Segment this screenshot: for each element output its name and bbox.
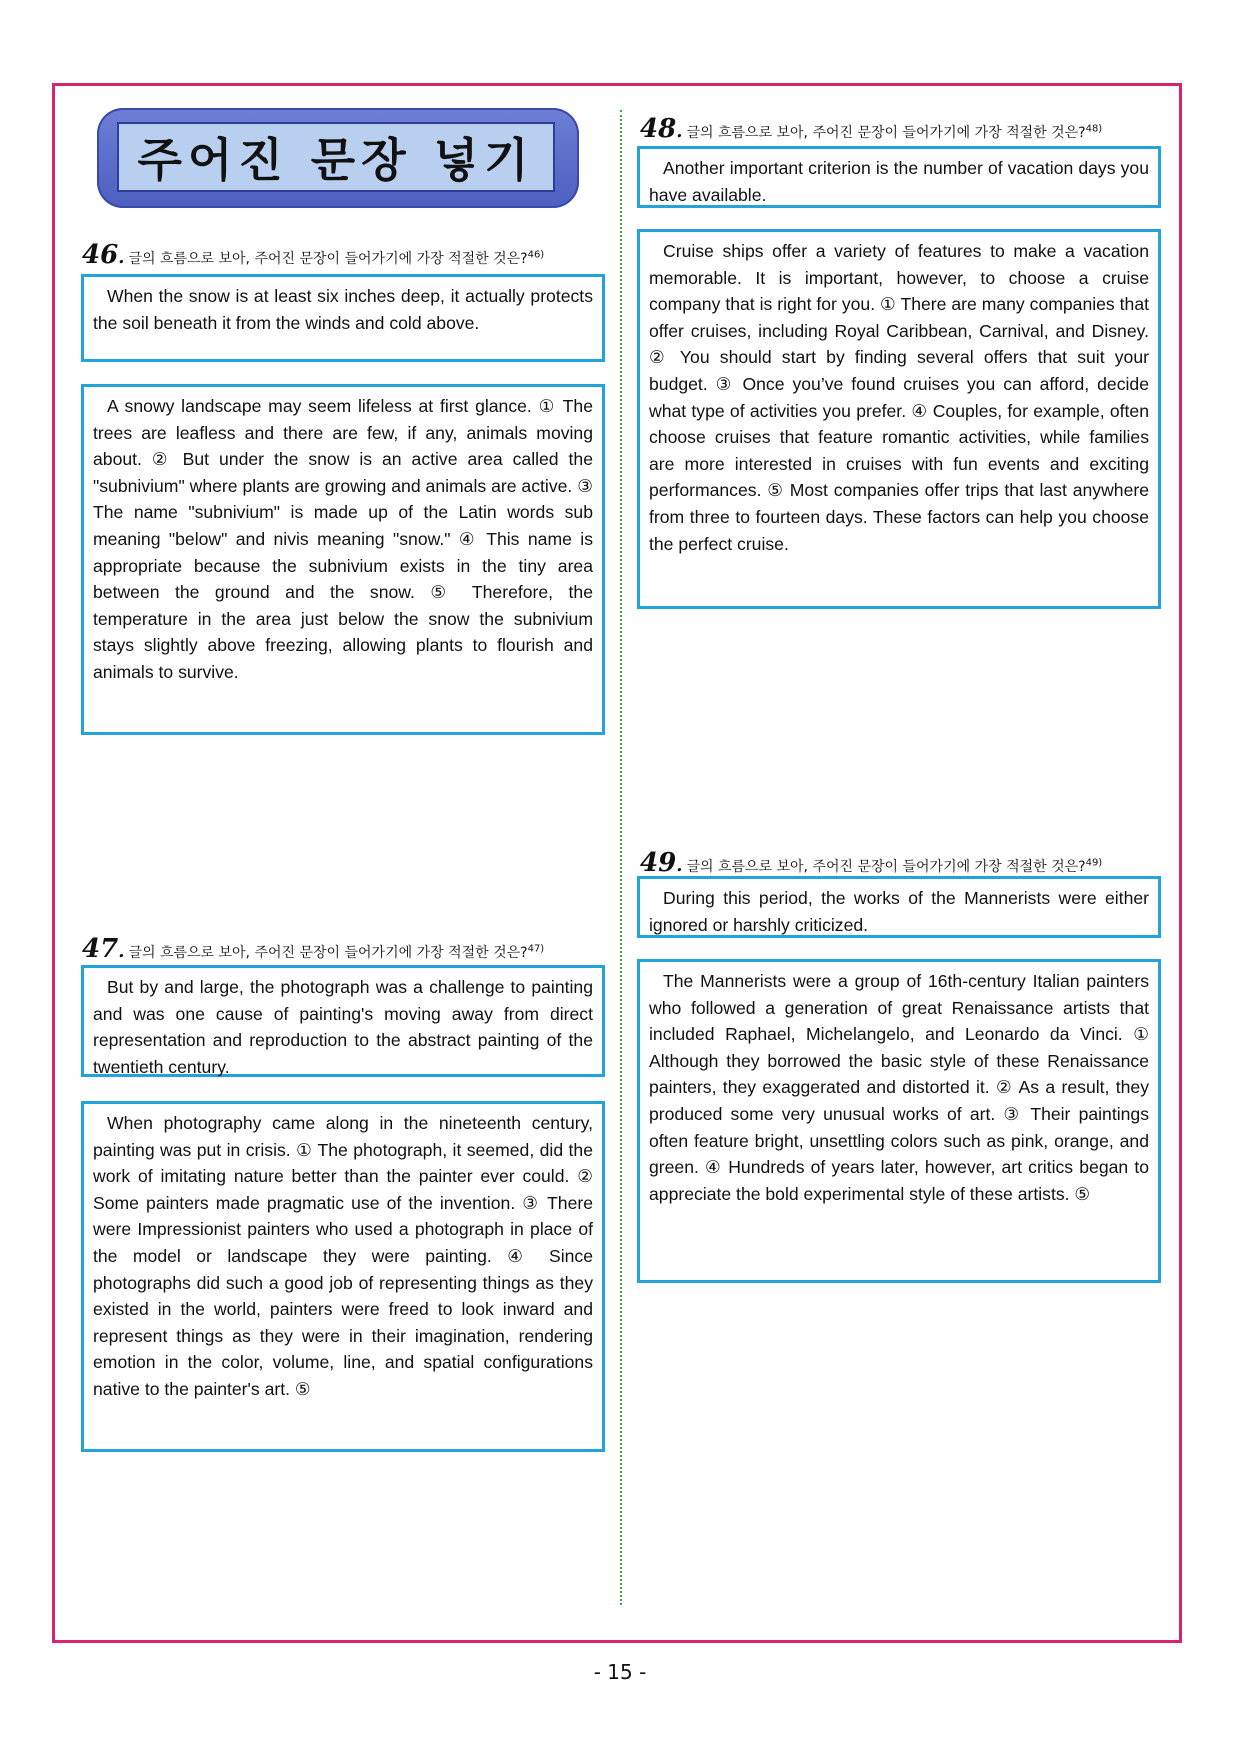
question-47-heading: 47. 글의 흐름으로 보아, 주어진 문장이 들어가기에 가장 적절한 것은?$^{47)}$ (82, 934, 545, 964)
question-number: 48 (640, 114, 677, 144)
section-title: 주어진 문장 넣기 (137, 133, 535, 187)
section-title-banner (97, 108, 579, 208)
question-prompt: 글의 흐름으로 보아, 주어진 문장이 들어가기에 가장 적절한 것은? (686, 859, 1086, 875)
question-number: 47 (82, 934, 119, 964)
question-49-passage: The Mannerists were a group of 16th-century Italian painters who followed a generation of great Renaissance artists that included Raphael, Michelangelo, and Leonardo da Vinci. ① Although they borrowed the basic style of these Renaissance painters, they exaggerated and distorted it. ② As a result, they produced some very unusual works of art. ③ Their paintings often feature bright, unsettling colors such as pink, orange, and green. ④ Hundreds of years later, however, art critics began to appreciate the bold experimental style of these artists. ⑤ (637, 959, 1161, 1283)
question-48-given-sentence: Another important criterion is the number of vacation days you have available. (637, 146, 1161, 208)
question-48-heading: 48. 글의 흐름으로 보아, 주어진 문장이 들어가기에 가장 적절한 것은?$^{48)}$ (640, 114, 1103, 144)
question-ref: 47) (527, 943, 545, 955)
question-49-heading: 49. 글의 흐름으로 보아, 주어진 문장이 들어가기에 가장 적절한 것은?$^{49)}$ (640, 848, 1103, 878)
question-46-passage: A snowy landscape may seem lifeless at first glance. ① The trees are leafless and there are few, if any, animals moving about. ② But under the snow is an active area called the "subnivium" where plants are growing and animals are active. ③ The name "subnivium" is made up of the Latin words sub meaning "below" and nivis meaning "snow." ④ This name is appropriate because the subnivium exists in the tiny area between the ground and the snow. ⑤ Therefore, the temperature in the area just below the snow the subnivium stays slightly above freezing, allowing plants to flourish and animals to survive. (81, 384, 605, 735)
column-divider (620, 110, 622, 1605)
question-ref: 48) (1085, 123, 1103, 135)
question-ref: 46) (527, 249, 545, 261)
question-47-given-sentence: But by and large, the photograph was a challenge to painting and was one cause of painting's moving away from direct representation and reproduction to the abstract painting of the twentieth century. (81, 965, 605, 1077)
section-title-panel (117, 122, 555, 192)
question-number: 46 (82, 240, 119, 270)
question-46-given-sentence: When the snow is at least six inches deep, it actually protects the soil beneath it from the winds and cold above. (81, 274, 605, 362)
question-number: 49 (640, 848, 677, 878)
question-49-given-sentence: During this period, the works of the Mannerists were either ignored or harshly criticized. (637, 876, 1161, 938)
question-prompt: 글의 흐름으로 보아, 주어진 문장이 들어가기에 가장 적절한 것은? (128, 945, 528, 961)
question-48-passage: Cruise ships offer a variety of features to make a vacation memorable. It is important, however, to choose a cruise company that is right for you. ① There are many companies that offer cruises, including Royal Caribbean, Carnival, and Disney. ② You should start by finding several offers that suit your budget. ③ Once you’ve found cruises you can afford, decide what type of activities you prefer. ④ Couples, for example, often choose cruises that feature romantic activities, while families are more interested in cruises with fun events and exciting performances. ⑤ Most companies offer trips that last anywhere from three to fourteen days. These factors can help you choose the perfect cruise. (637, 229, 1161, 609)
question-46-heading: 46. 글의 흐름으로 보아, 주어진 문장이 들어가기에 가장 적절한 것은?$^{46)}$ (82, 240, 545, 270)
page-number: - 15 - (593, 1660, 647, 1684)
question-prompt: 글의 흐름으로 보아, 주어진 문장이 들어가기에 가장 적절한 것은? (686, 125, 1086, 141)
question-ref: 49) (1085, 857, 1103, 869)
question-47-passage: When photography came along in the nineteenth century, painting was put in crisis. ① The photograph, it seemed, did the work of imitating nature better than the painter ever could. ② Some painters made pragmatic use of the invention. ③ There were Impressionist painters who used a photograph in place of the model or landscape they were painting. ④ Since photographs did such a good job of representing things as they existed in the world, painters were freed to look inward and represent things as they were in their imagination, rendering emotion in the color, volume, line, and spatial configurations native to the painter's art. ⑤ (81, 1101, 605, 1452)
question-prompt: 글의 흐름으로 보아, 주어진 문장이 들어가기에 가장 적절한 것은? (128, 251, 528, 267)
